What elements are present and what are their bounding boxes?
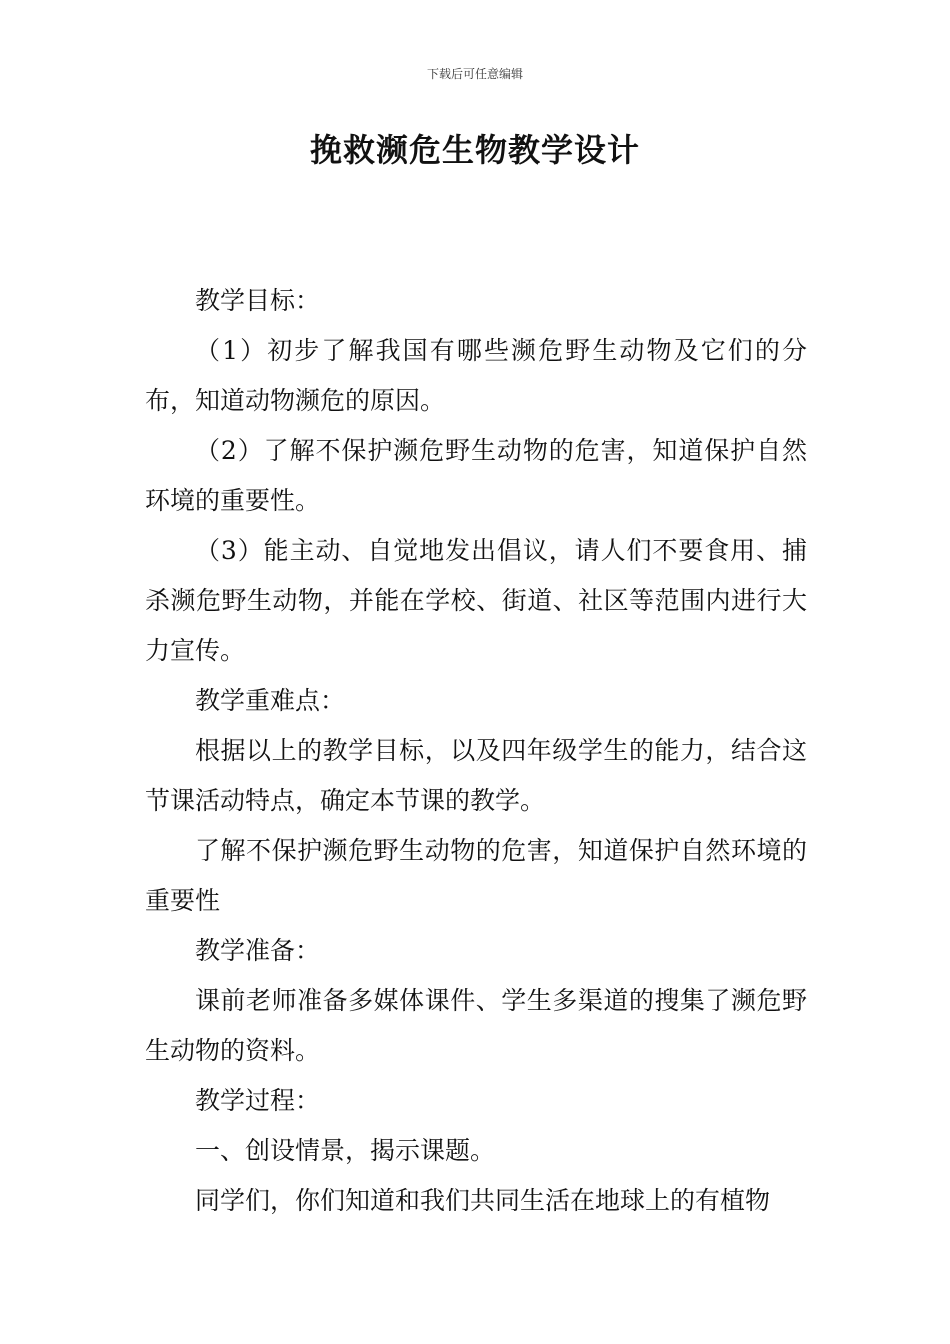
subsection-heading: 一、创设情景，揭示课题。 [195,1136,496,1165]
section-heading-preparation: 教学准备： [195,936,321,965]
body-paragraph: 课前老师准备多媒体课件、学生多渠道的搜集了濒危野生动物的资料。 [145,986,807,1065]
section-heading-key-points: 教学重难点： [195,686,346,715]
body-paragraph: 根据以上的教学目标，以及四年级学生的能力，结合这节课活动特点，确定本节课的教学。 [145,736,807,815]
body-paragraph: 了解不保护濒危野生动物的危害，知道保护自然环境的重要性 [145,836,807,915]
objective-paragraph: （3）能主动、自觉地发出倡议，请人们不要食用、捕杀濒危野生动物，并能在学校、街道、社区等范围内进行大力宣传。 [145,536,807,665]
section-heading-objectives: 教学目标： [195,286,321,315]
document-title: 挽救濒危生物教学设计 [309,131,640,169]
header-note: 下载后可任意编辑 [426,67,523,81]
objective-paragraph: （1）初步了解我国有哪些濒危野生动物及它们的分布，知道动物濒危的原因。 [145,336,807,415]
objective-paragraph: （2）了解不保护濒危野生动物的危害，知道保护自然环境的重要性。 [145,436,807,515]
document-body [145,276,807,1226]
body-paragraph: 同学们，你们知道和我们共同生活在地球上的有植物 [195,1186,771,1215]
section-heading-process: 教学过程： [195,1086,321,1115]
